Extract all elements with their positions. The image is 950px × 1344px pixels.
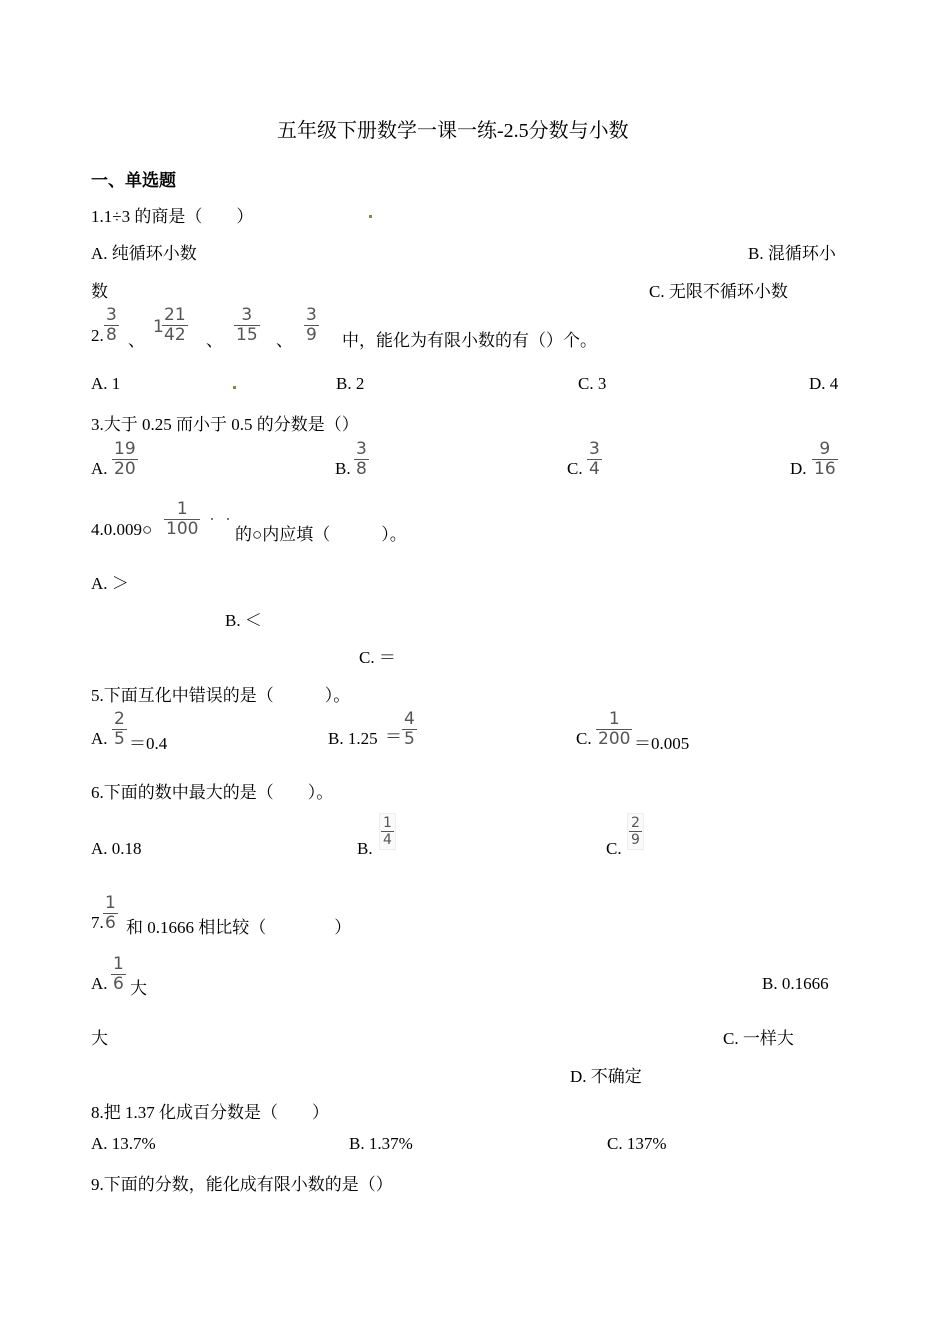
numerator: 4 [404, 709, 415, 729]
question-1-option-b: B. 混循环小 [748, 244, 836, 263]
denominator: 200 [598, 729, 631, 749]
question-9-stem: 9.下面的分数，能化成有限小数的是（） [91, 1175, 393, 1194]
question-7-number: 7. [91, 913, 104, 932]
denominator: 8 [106, 325, 117, 345]
separator: 、 [276, 331, 293, 350]
fraction-1-6 [111, 956, 126, 993]
denominator: 4 [589, 459, 600, 479]
fraction-1-200 [596, 711, 632, 748]
fraction-3-4 [587, 441, 602, 478]
fraction-3-9 [304, 307, 319, 344]
separator: 、 [206, 331, 223, 350]
numerator: 19 [114, 439, 136, 459]
separator: 、 [128, 331, 145, 350]
denominator: 20 [114, 459, 136, 479]
speck-mark [369, 215, 372, 218]
fraction-3-8 [104, 307, 119, 344]
numerator: 3 [306, 305, 317, 325]
numerator: 21 [164, 305, 186, 325]
question-3-stem: 3.大于 0.25 而小于 0.5 的分数是（） [91, 415, 359, 434]
question-2-option-b: B. 2 [336, 374, 365, 393]
question-5-stem: 5.下面互化中错误的是（ ）。 [91, 686, 351, 705]
speck-mark [227, 518, 229, 520]
question-1-option-b-continued: 数 [91, 282, 108, 301]
denominator: 6 [113, 974, 124, 994]
question-4-stem-start: 4.0.009○ [91, 520, 153, 539]
fraction-3-15 [234, 307, 260, 344]
question-1-option-a: A. 纯循环小数 [91, 244, 197, 263]
question-2-stem-tail: 中，能化为有限小数的有（）个。 [342, 331, 597, 350]
question-4-option-c: C. ＝ [359, 648, 396, 667]
question-3-option-d-label: D. [790, 459, 807, 478]
question-4-option-b: B. ＜ [225, 611, 262, 630]
numerator: 1 [176, 499, 188, 519]
question-8-stem: 8.把 1.37 化成百分数是（ ） [91, 1103, 329, 1122]
fraction-2-9 [627, 813, 644, 850]
question-7-stem-tail: 和 0.1666 相比较（ ） [126, 918, 352, 937]
question-5-option-c-label: C. [576, 729, 592, 748]
question-2-option-c: C. 3 [578, 374, 607, 393]
page-title: 五年级下册数学一课一练-2.5分数与小数 [277, 120, 629, 142]
question-5-option-a-value: ＝0.4 [129, 734, 168, 753]
question-6-option-a: A. 0.18 [91, 839, 142, 858]
speck-mark [211, 518, 213, 520]
fraction-3-8 [354, 441, 369, 478]
fraction-1-6 [103, 895, 118, 932]
denominator: 16 [814, 459, 836, 479]
numerator: 2 [114, 709, 125, 729]
question-7-option-b-continued: 大 [91, 1029, 108, 1048]
question-2-option-a: A. 1 [91, 374, 121, 393]
question-1-stem: 1.1÷3 的商是（ ） [91, 207, 254, 226]
question-3-option-a-label: A. [91, 459, 108, 478]
fraction-1-100 [164, 501, 200, 538]
mixed-number-whole: 1 [153, 317, 164, 337]
speck-mark [233, 386, 236, 389]
numerator: 3 [106, 305, 117, 325]
denominator: 4 [383, 832, 392, 848]
equals-sign: ＝ [385, 727, 402, 746]
question-6-option-b-label: B. [357, 839, 373, 858]
question-5-option-a-label: A. [91, 729, 108, 748]
fraction-9-16 [812, 441, 838, 478]
section-heading: 一、单选题 [91, 171, 176, 191]
question-4-stem-tail: 的○内应填（ ）。 [235, 525, 407, 544]
numerator: 1 [113, 954, 124, 974]
numerator: 3 [241, 305, 253, 325]
question-3-option-b-label: B. [335, 459, 351, 478]
numerator: 1 [383, 815, 392, 831]
question-7-option-d: D. 不确定 [570, 1067, 642, 1086]
question-5-option-c-value: ＝0.005 [634, 734, 690, 753]
denominator: 5 [114, 729, 125, 749]
question-1-option-c: C. 无限不循环小数 [649, 282, 788, 301]
numerator: 9 [819, 439, 831, 459]
denominator: 5 [404, 729, 415, 749]
question-8-option-c: C. 137% [607, 1134, 667, 1153]
denominator: 9 [306, 325, 317, 345]
question-5-option-b-label: B. 1.25 [328, 729, 378, 748]
question-2-number: 2. [91, 326, 104, 345]
fraction-19-20 [112, 441, 138, 478]
question-3-option-c-label: C. [567, 459, 583, 478]
denominator: 6 [105, 913, 116, 933]
question-7-option-b: B. 0.1666 [762, 974, 829, 993]
question-8-option-a: A. 13.7% [91, 1134, 156, 1153]
question-4-option-a: A. ＞ [91, 574, 129, 593]
question-2-option-d: D. 4 [809, 374, 839, 393]
fraction-2-5 [112, 711, 127, 748]
denominator: 100 [166, 519, 199, 539]
denominator: 9 [631, 832, 640, 848]
numerator: 3 [589, 439, 600, 459]
fraction-4-5 [402, 711, 417, 748]
numerator: 3 [356, 439, 367, 459]
numerator: 2 [631, 815, 640, 831]
question-7-option-a-label: A. [91, 974, 108, 993]
numerator: 1 [608, 709, 620, 729]
question-7-option-c: C. 一样大 [723, 1029, 794, 1048]
denominator: 15 [236, 325, 258, 345]
denominator: 42 [164, 325, 186, 345]
numerator: 1 [105, 893, 116, 913]
fraction-1-4 [379, 813, 396, 850]
fraction-21-42 [162, 307, 188, 344]
question-8-option-b: B. 1.37% [349, 1134, 413, 1153]
question-6-stem: 6.下面的数中最大的是（ ）。 [91, 783, 334, 802]
denominator: 8 [356, 459, 367, 479]
question-7-option-a-tail: 大 [130, 979, 147, 998]
question-6-option-c-label: C. [606, 839, 622, 858]
